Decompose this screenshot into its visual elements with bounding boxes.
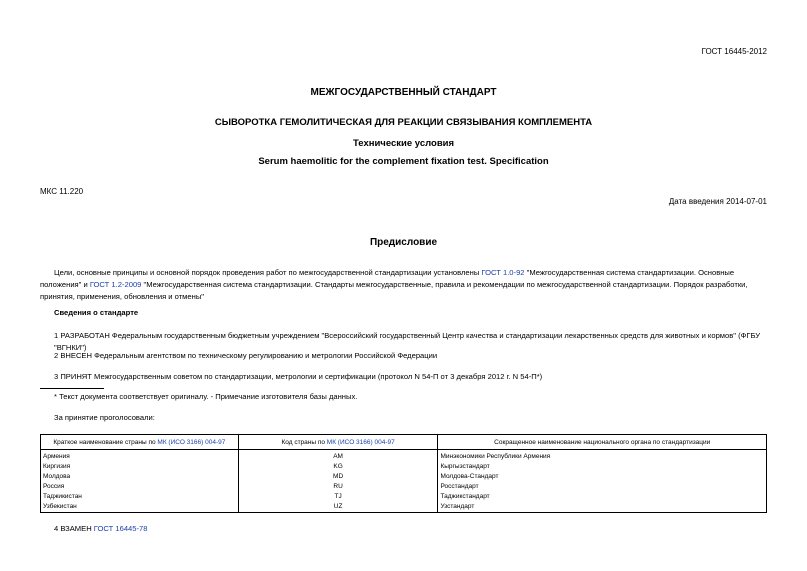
code-cell: KG: [238, 461, 438, 471]
mk-iso-3166-link[interactable]: МК (ИСО 3166) 004-97: [157, 438, 226, 446]
code-header-text: Код страны по: [281, 438, 327, 446]
country-cell: Молдова: [41, 471, 239, 481]
gost-1-2-2009-link[interactable]: ГОСТ 1.2-2009: [89, 280, 142, 289]
adopted-by-item: 3 ПРИНЯТ Межгосударственным советом по стандартизации, метрологии и сертификации (протокол N 54-П от 3 декабря 2012 г. N 54-П*): [54, 372, 543, 381]
standards-body-cell: Минэкономики Республики Армения: [438, 450, 767, 462]
code-cell: TJ: [238, 491, 438, 501]
standard-subtitle: Технические условия: [352, 138, 455, 149]
country-cell: Киргизия: [41, 461, 239, 471]
gost-1-0-92-link[interactable]: ГОСТ 1.0-92: [481, 268, 525, 277]
intro-text-2: "Межгосударственная система стандартизации. Основные положения" и: [40, 268, 735, 289]
footnote-divider: [40, 388, 104, 389]
table-row: [41, 501, 767, 513]
voted-label: За принятие проголосовали:: [54, 413, 155, 422]
intro-date: Дата введения 2014-07-01: [668, 197, 767, 206]
code-cell: AM: [238, 450, 438, 462]
table-row: [41, 491, 767, 501]
code-cell: MD: [238, 471, 438, 481]
developed-by-item: 1 РАЗРАБОТАН Федеральным государственным бюджетным учреждением "Всероссийский государственный Центр качества и стандартизации лекарственных средств для животных и кормов" (ФГБУ "ВГНКИ"): [54, 331, 761, 352]
mks-code: МКС 11.220: [40, 187, 84, 196]
country-header-text: Краткое наименование страны по: [53, 438, 158, 446]
gost-16445-78-link[interactable]: ГОСТ 16445-78: [93, 524, 148, 533]
table-row: [41, 471, 767, 481]
preface-heading: Предисловие: [369, 237, 438, 248]
standard-name-title: СЫВОРОТКА ГЕМОЛИТИЧЕСКАЯ ДЛЯ РЕАКЦИИ СВЯЗЫВАНИЯ КОМПЛЕМЕНТА: [214, 117, 593, 128]
standards-body-cell: Таджикстандарт: [438, 491, 767, 501]
standards-body-cell: Узстандарт: [438, 501, 767, 513]
table-row: [41, 481, 767, 491]
country-cell: Таджикистан: [41, 491, 239, 501]
standard-info-heading: Сведения о стандарте: [54, 308, 139, 317]
table-row: [41, 450, 767, 462]
voting-countries-table: [40, 434, 767, 513]
document-code: ГОСТ 16445-2012: [701, 47, 767, 56]
table-row: [41, 461, 767, 471]
footnote-text: * Текст документа соответствует оригиналу. - Примечание изготовителя базы данных.: [54, 392, 358, 401]
code-cell: RU: [238, 481, 438, 491]
standards-body-cell: Кыргызстандарт: [438, 461, 767, 471]
mk-iso-3166-code-link[interactable]: МК (ИСО 3166) 004-97: [326, 438, 395, 446]
country-cell: Узбекистан: [41, 501, 239, 513]
country-cell: Армения: [41, 450, 239, 462]
country-code-header: [238, 435, 438, 450]
standards-body-cell: Росстандарт: [438, 481, 767, 491]
standard-english-title: Serum haemolitic for the complement fixation test. Specification: [258, 156, 549, 167]
replaces-item: [54, 523, 782, 535]
standards-body-cell: Молдова-Стандарт: [438, 471, 767, 481]
table-header-row: [41, 435, 767, 450]
standard-type-title: МЕЖГОСУДАРСТВЕННЫЙ СТАНДАРТ: [310, 87, 497, 98]
replaces-text: 4 ВЗАМЕН: [54, 524, 94, 533]
code-cell: UZ: [238, 501, 438, 513]
preface-intro-paragraph: [40, 267, 768, 303]
intro-text-1: Цели, основные принципы и основной порядок проведения работ по межгосударственной стандартизации установлены: [54, 268, 482, 277]
country-name-header: [41, 435, 239, 450]
country-cell: Россия: [41, 481, 239, 491]
standards-body-header: Сокращенное наименование национального органа по стандартизации: [438, 435, 767, 450]
intro-text-3: "Межгосударственная система стандартизации. Стандарты межгосударственные, правила и рекомендации по межгосударственной стандартизации. Порядок разработки, принятия, применения, обновления и отмены": [40, 280, 748, 301]
submitted-by-item: 2 ВНЕСЕН Федеральным агентством по техническому регулированию и метрологии Российской Федерации: [54, 351, 438, 360]
